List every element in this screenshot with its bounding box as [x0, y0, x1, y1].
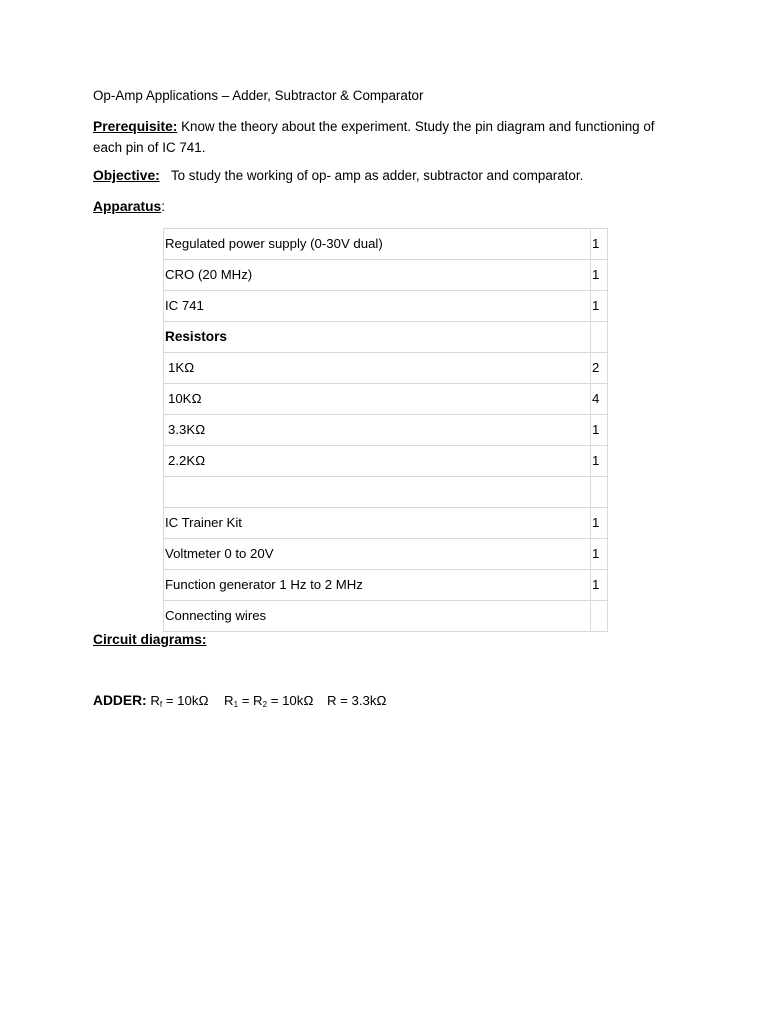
apparatus-item: 2.2KΩ	[164, 446, 591, 477]
circuit-diagrams-label: Circuit diagrams:	[93, 632, 207, 647]
apparatus-row	[164, 415, 608, 446]
adder-heading	[93, 691, 387, 711]
apparatus-item: IC 741	[164, 291, 591, 322]
apparatus-row	[164, 570, 608, 601]
apparatus-row	[164, 508, 608, 539]
apparatus-item: CRO (20 MHz)	[164, 260, 591, 291]
apparatus-row	[164, 322, 608, 353]
apparatus-row	[164, 384, 608, 415]
adder-rf-formula: $R_f$ = 10kΩ	[150, 693, 209, 709]
adder-r1-r2-formula: $R_1 = R_2$ = 10kΩ	[224, 693, 314, 709]
apparatus-qty: 1	[591, 508, 608, 539]
apparatus-row	[164, 477, 608, 508]
apparatus-qty: 4	[591, 384, 608, 415]
prerequisite-paragraph	[93, 116, 683, 158]
apparatus-row	[164, 229, 608, 260]
apparatus-item: Resistors	[164, 322, 591, 353]
apparatus-label: Apparatus	[93, 199, 162, 214]
apparatus-row	[164, 291, 608, 322]
apparatus-row	[164, 260, 608, 291]
apparatus-row	[164, 601, 608, 632]
apparatus-colon: :	[161, 199, 166, 214]
apparatus-item: IC Trainer Kit	[164, 508, 591, 539]
circuit-diagrams-heading	[93, 630, 206, 650]
apparatus-item: 1KΩ	[164, 353, 591, 384]
prerequisite-label: Prerequisite:	[93, 119, 178, 134]
apparatus-qty: 1	[591, 260, 608, 291]
adder-label: ADDER:	[93, 693, 147, 708]
apparatus-qty: 1	[591, 291, 608, 322]
apparatus-item: Voltmeter 0 to 20V	[164, 539, 591, 570]
apparatus-qty: 1	[591, 539, 608, 570]
apparatus-item: 10KΩ	[164, 384, 591, 415]
apparatus-table	[163, 228, 608, 632]
apparatus-qty	[591, 322, 608, 353]
apparatus-qty	[591, 601, 608, 632]
objective-label: Objective:	[93, 168, 160, 183]
objective-paragraph	[93, 166, 583, 186]
apparatus-item	[164, 477, 591, 508]
apparatus-qty: 1	[591, 446, 608, 477]
apparatus-qty: 1	[591, 570, 608, 601]
objective-text: To study the working of op- amp as adder, subtractor and comparator.	[170, 168, 584, 183]
prerequisite-text: Know the theory about the experiment. Study the pin diagram and functioning of each pin of IC 741.	[93, 119, 655, 155]
adder-r-formula: R = 3.3kΩ	[326, 693, 387, 708]
apparatus-item: Connecting wires	[164, 601, 591, 632]
apparatus-qty	[591, 477, 608, 508]
apparatus-qty: 1	[591, 229, 608, 260]
apparatus-item: 3.3KΩ	[164, 415, 591, 446]
apparatus-heading	[93, 197, 165, 217]
apparatus-row	[164, 446, 608, 477]
apparatus-item: Function generator 1 Hz to 2 MHz	[164, 570, 591, 601]
apparatus-row	[164, 353, 608, 384]
apparatus-item: Regulated power supply (0-30V dual)	[164, 229, 591, 260]
page-title: Op-Amp Applications – Adder, Subtractor & Comparator	[93, 88, 424, 103]
apparatus-qty: 1	[591, 415, 608, 446]
apparatus-row	[164, 539, 608, 570]
apparatus-qty: 2	[591, 353, 608, 384]
